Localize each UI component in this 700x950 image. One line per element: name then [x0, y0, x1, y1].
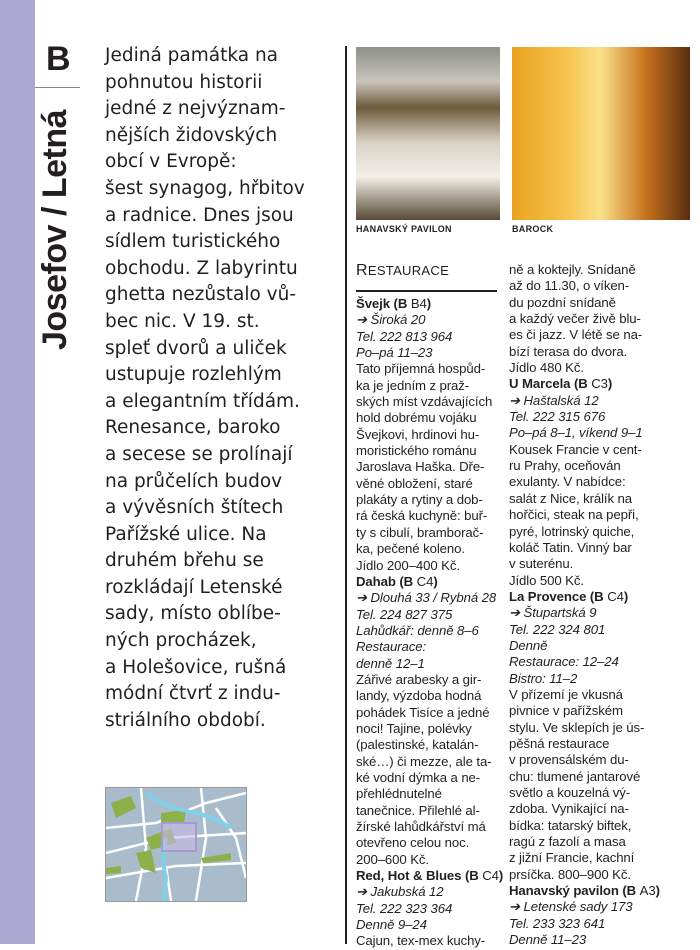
intro-text	[105, 43, 343, 734]
restaurant-detail: ➔ Haštalská 12	[509, 392, 599, 408]
restaurant-description-line: věné obložení, staré	[356, 475, 473, 491]
restaurant-description-line: stylu. Ve sklepích je ús-	[509, 719, 645, 735]
grid-ref: C4	[482, 868, 499, 884]
intro-line: nějších židovských	[105, 124, 278, 146]
intro-line: obcí v Evropě:	[105, 151, 237, 173]
restaurant-description-line: noci! Tajine, polévky	[356, 720, 472, 736]
bracket-close: )	[655, 883, 660, 899]
intro-line: jedné z nejvýznam-	[105, 98, 286, 120]
intro-line: spleť dvorů a uliček	[105, 337, 287, 359]
restaurant-detail: Restaurace:	[356, 639, 427, 655]
restaurant-title: U Marcela (B	[509, 376, 592, 392]
restaurant-description-line: pivnice v pařížském	[509, 703, 623, 719]
heading-rule	[356, 290, 497, 292]
restaurant-detail: Tel. 224 827 375	[356, 606, 453, 622]
restaurant-description-line: Tato příjemná hospůd-	[356, 361, 486, 377]
restaurant-detail: Lahůdkář: denně 8–6	[356, 622, 479, 638]
restaurant-description-line: hold dobrému vojáku	[356, 410, 477, 426]
restaurant-detail: Denně	[509, 637, 548, 653]
restaurant-title: Red, Hot & Blues (B	[356, 868, 483, 884]
intro-line: šest synagog, hřbitov	[105, 177, 305, 199]
restaurant-description-line: otevřeno celou noc.	[356, 835, 470, 851]
restaurant-detail: Denně 9–24	[356, 917, 427, 933]
restaurant-description-line: ty s cibulí, bramborač-	[356, 524, 484, 540]
restaurant-detail: ➔ Jakubská 12	[356, 884, 444, 900]
intro-line: ghetta nezůstalo vů-	[105, 284, 297, 306]
restaurant-description-line: chu: tlumené jantarové	[509, 768, 641, 784]
restaurant-description-line: Jídlo 200–400 Kč.	[356, 557, 460, 573]
grid-ref: B4	[410, 296, 427, 311]
restaurant-description-line: koláč Tatin. Vinný bar	[509, 539, 632, 555]
restaurant-description-line: rá česká kuchyně: buř-	[356, 508, 488, 524]
restaurant-description-line: a každý večer živě blu-	[509, 311, 641, 327]
restaurant-detail: Tel. 222 324 801	[509, 621, 606, 637]
intro-line: a Holešovice, rušná	[105, 656, 287, 678]
restaurant-description-line: Zářivé arabesky a gir-	[356, 671, 482, 687]
restaurant-detail: Tel. 222 323 364	[356, 900, 453, 916]
restaurant-description-line: prsíčka. 800–900 Kč.	[509, 866, 631, 882]
restaurant-name	[509, 883, 697, 899]
restaurant-detail: Tel. 233 323 641	[509, 915, 606, 931]
intro-line: Jediná památka na	[105, 45, 279, 66]
restaurant-description-line: hořčici, steak na pepři,	[509, 507, 639, 523]
restaurant-description-line: Švejkovi, hrdinovi hu-	[356, 426, 480, 442]
intro-line: a vývěsních štítech	[105, 497, 284, 519]
restaurant-description-line: V přízemí je vkusná	[509, 686, 623, 702]
intro-line: na průčelích budov	[105, 470, 283, 492]
restaurant-description-line: přehlédnutelné	[356, 786, 442, 802]
restaurant-description-line: ka, pečené koleno.	[356, 541, 465, 557]
restaurant-name	[356, 296, 504, 312]
restaurant-title: Hanavský pavilon (B	[509, 883, 640, 899]
intro-line: pohnutou historii	[105, 71, 263, 93]
restaurant-detail: ➔ Štupartská 9	[509, 605, 597, 621]
restaurant-description-line: ké vodní dýmka a ne-	[356, 769, 481, 785]
intro-line: ustupuje rozlehlým	[105, 364, 282, 386]
intro-line: obchodu. Z labyrintu	[105, 257, 298, 279]
bracket-close: )	[498, 868, 504, 884]
section-title: Josefov / Letná	[36, 109, 74, 350]
restaurant-name	[509, 376, 697, 392]
intro-line: sídlem turistického	[105, 231, 281, 253]
restaurant-description-line: Kousek Francie v cent-	[509, 441, 642, 457]
heading-rest: ESTAURACE	[367, 263, 450, 278]
restaurant-detail: denně 12–1	[356, 655, 425, 671]
restaurant-column-2	[509, 262, 697, 948]
restaurant-description-line: bízí terasa do dvora.	[509, 343, 628, 359]
restaurant-description-line: es či jazz. V létě se na-	[509, 327, 643, 343]
restaurant-description-line: ských míst vzdávajících	[356, 394, 493, 410]
restaurant-description-line: Jídlo 480 Kč.	[509, 360, 584, 376]
restaurant-description-line: bídka: tatarský biftek,	[509, 817, 632, 833]
intro-line: sady, místo oblíbe-	[105, 603, 281, 625]
restaurant-description-line: v provensálském du-	[509, 752, 629, 768]
grid-ref: C4	[607, 588, 624, 604]
intro-line: Pařížské ulice. Na	[105, 523, 267, 545]
column-divider	[345, 46, 347, 944]
bracket-close: )	[623, 588, 629, 604]
restaurant-detail: Bistro: 11–2	[509, 670, 578, 686]
restaurant-description-line: salát z Nice, králík na	[509, 490, 633, 506]
restaurant-description-line: Jídlo 500 Kč.	[509, 572, 584, 588]
restaurant-description-line: zdoba. Vynikající na-	[509, 801, 629, 817]
restaurant-description-line: plakáty a rytiny a dob-	[356, 492, 483, 508]
restaurant-detail: Po–pá 11–23	[356, 345, 433, 361]
restaurant-description-line: ragú z fazolí a masa	[509, 834, 626, 850]
restaurant-description-line: du pozdní snídaně	[509, 294, 616, 310]
bracket-close: )	[426, 296, 432, 311]
grid-ref: C4	[416, 573, 434, 589]
restaurant-column-1	[356, 296, 504, 950]
section-color-band	[0, 0, 35, 944]
photo-caption: BAROCK	[512, 224, 554, 234]
intro-line: rozkládají Letenské	[105, 576, 283, 598]
restaurant-description-line: moristického románu	[356, 443, 477, 459]
intro-line: módní čtvrť z indu-	[105, 683, 281, 705]
section-letter: B	[46, 40, 71, 78]
restaurant-description-line: pěšná restaurace	[509, 735, 610, 751]
restaurant-description-line: ské…) či mezze, ale ta-	[356, 753, 492, 769]
bracket-close: )	[607, 376, 613, 392]
restaurant-description-line: v suterénu.	[509, 556, 574, 572]
restaurant-description-line: ru Prahy, oceňován	[509, 458, 621, 474]
restaurant-description-line: (palestinské, katalán-	[356, 737, 479, 753]
district-map	[105, 787, 247, 902]
intro-line: Renesance, baroko	[105, 417, 281, 439]
restaurant-description-line: až do 11.30, o víken-	[509, 278, 630, 294]
restaurant-name	[509, 589, 697, 605]
grid-ref: A3	[639, 883, 656, 899]
restaurant-detail: Denně 11–23	[509, 932, 587, 948]
restaurant-description-line: ka je jedním z praž-	[356, 377, 470, 393]
restaurant-name	[356, 868, 504, 884]
heading-initial: R	[356, 262, 368, 279]
section-divider	[35, 87, 80, 88]
restaurant-title: La Provence (B	[509, 588, 608, 604]
restaurant-title: Švejk (B	[356, 296, 411, 311]
restaurant-detail: Po–pá 8–1, víkend 9–1	[509, 425, 643, 441]
restaurant-description-line: 200–600 Kč.	[356, 851, 429, 867]
photo-barock	[512, 47, 690, 220]
intro-line: striálního období.	[105, 709, 266, 731]
restaurant-title: Dahab (B	[356, 573, 417, 589]
restaurant-description-line: z jižní Francie, kachní	[509, 850, 635, 866]
intro-line: bec nic. V 19. st.	[105, 310, 260, 332]
intro-line: a elegantním třídám.	[105, 390, 300, 412]
restaurant-detail: ➔ Letenské sady 173	[509, 899, 633, 915]
restaurant-description-line: tanečnice. Přilehlé al-	[356, 802, 480, 818]
restaurant-description-line: Jaroslava Haška. Dře-	[356, 459, 485, 475]
restaurant-description-line: landy, výzdoba hodná	[356, 688, 482, 704]
intro-line: ných procházek,	[105, 630, 257, 652]
intro-line: druhém břehu se	[105, 550, 264, 572]
restaurant-detail: Tel. 222 813 964	[356, 328, 453, 344]
grid-ref: C3	[591, 376, 608, 392]
restaurant-description-line: ně a koktejly. Snídaně	[509, 262, 636, 277]
restaurant-description-line: žírské lahůdkářství má	[356, 819, 486, 834]
intro-line: a secese se prolínají	[105, 443, 293, 465]
photo-hanavsky-pavilon	[356, 47, 500, 220]
restaurant-description-line: světlo a kouzelná vý-	[509, 785, 631, 800]
restaurant-description-line: exulanty. V nabídce:	[509, 474, 626, 490]
intro-line: a radnice. Dnes jsou	[105, 204, 294, 226]
restaurant-description-line: pohádek Tisíce a jedné	[356, 704, 490, 720]
restaurant-description-line: pyré, lotrinský quiche,	[509, 523, 635, 539]
restaurant-detail: ➔ Široká 20	[356, 312, 426, 328]
restaurant-detail: Tel. 222 315 676	[509, 409, 606, 425]
restaurant-detail: ➔ Dlouhá 33 / Rybná 28	[356, 590, 497, 606]
photo-caption: HANAVSKÝ PAVILON	[356, 224, 452, 234]
restaurant-description-line: Cajun, tex-mex kuchy-	[356, 933, 486, 949]
restaurant-name	[356, 574, 504, 590]
restaurant-detail: Restaurace: 12–24	[509, 654, 619, 670]
bracket-close: )	[433, 573, 438, 589]
restaurants-heading	[356, 262, 449, 280]
